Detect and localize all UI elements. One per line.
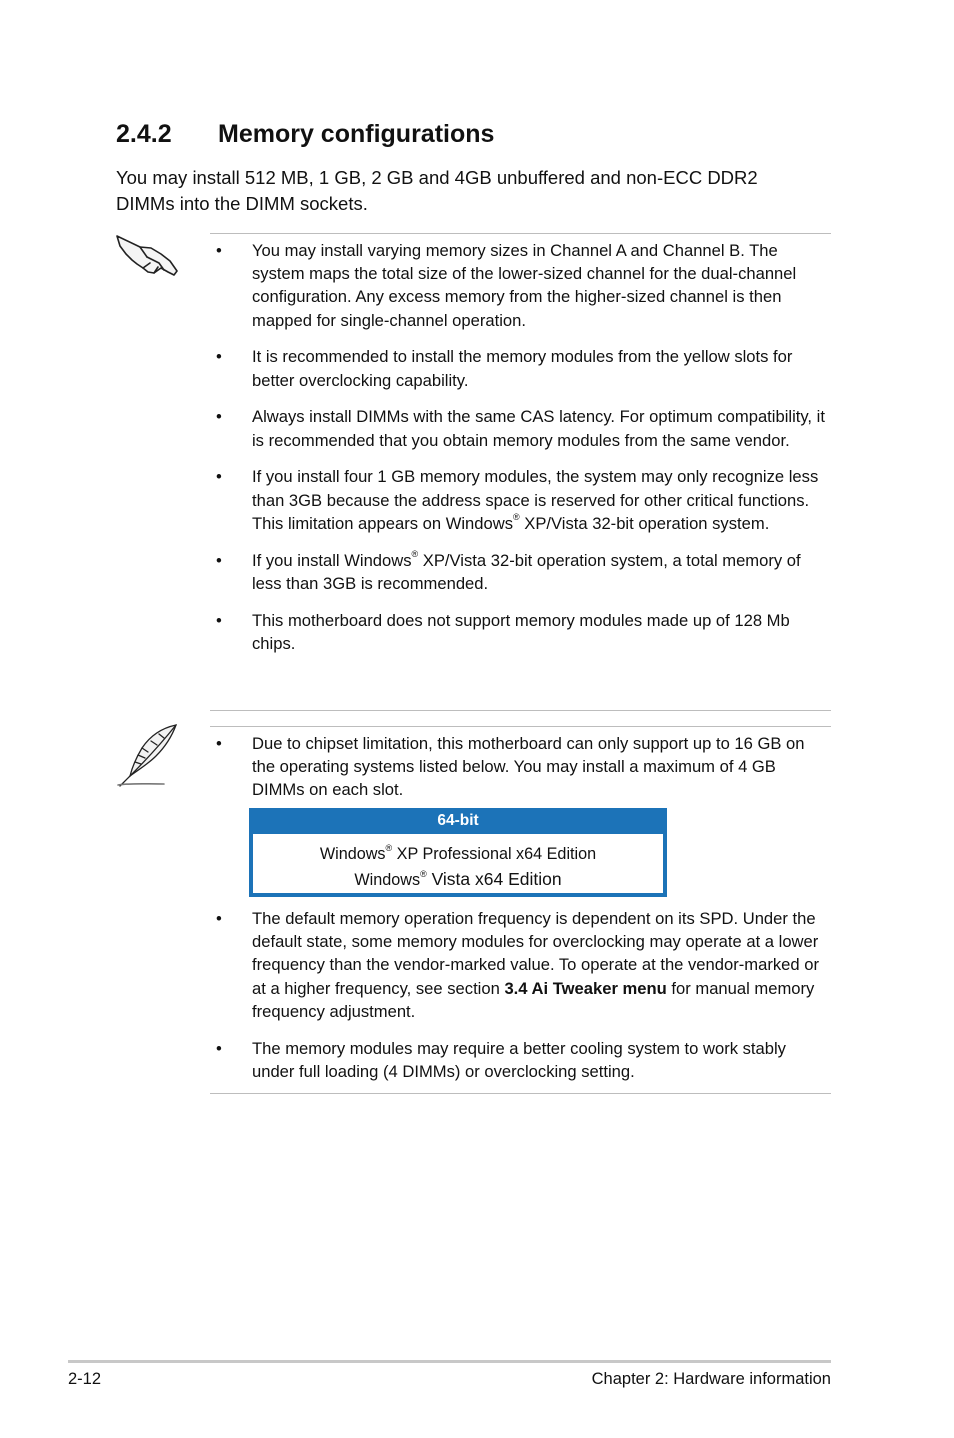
bullet: • <box>216 407 222 427</box>
chapter-title: Chapter 2: Hardware information <box>591 1370 831 1388</box>
bullet: • <box>216 610 222 630</box>
bullet: • <box>216 734 222 753</box>
list-item <box>216 609 830 655</box>
feather-quill-icon <box>114 722 180 788</box>
list-item <box>216 239 830 332</box>
table-header: 64-bit <box>437 812 479 829</box>
note-text: The default memory operation frequency is dependent on its SPD. Under the default state, some memory modules for overclocking may operate at a lower frequency than the vendor-marked value. To operate at the vendor-marked or at a higher frequency, see section 3.4 Ai Tweaker menu for manual memory frequency adjustment. <box>252 909 819 1021</box>
bullet: • <box>216 1038 222 1058</box>
notes-list-top <box>216 732 830 802</box>
bullet: • <box>216 550 222 570</box>
note-text: Due to chipset limitation, this motherboard can only support up to 16 GB on the operating systems listed below. You may install a maximum of 4 GB DIMMs on each slot. <box>252 734 805 800</box>
hand-pointing-icon <box>114 230 180 280</box>
note-text: If you install four 1 GB memory modules, the system may only recognize less than 3GB because the address space is reserved for other critical functions. This limitation appears on Windows® XP/Vista 32-bit operation system. <box>252 467 819 533</box>
list-item <box>216 732 830 802</box>
bullet: • <box>216 467 222 487</box>
note-text: The memory modules may require a better cooling system to work stably under full loading (4 DIMMs) or overclocking setting. <box>252 1038 786 1081</box>
note-text: It is recommended to install the memory modules from the yellow slots for better overclocking capability. <box>252 347 793 390</box>
note-text: This motherboard does not support memory modules made up of 128 Mb chips. <box>252 610 790 653</box>
divider <box>210 233 831 234</box>
notes-list-bottom <box>216 907 830 1083</box>
footer-rule <box>68 1360 831 1363</box>
list-item <box>216 907 830 1023</box>
bullet: • <box>216 909 222 928</box>
important-notes-list <box>216 239 830 655</box>
list-item <box>216 465 830 535</box>
list-item <box>216 549 830 595</box>
table-row: Windows® XP Professional x64 Edition <box>319 842 597 863</box>
table-row: Windows® Vista x64 Edition <box>354 868 562 889</box>
page-number: 2-12 <box>68 1370 102 1388</box>
os-support-table <box>249 808 667 897</box>
bullet: • <box>216 241 222 260</box>
section-number: 2.4.2 <box>116 120 172 148</box>
note-text: Always install DIMMs with the same CAS latency. For optimum compatibility, it is recommended that you obtain memory modules from the same vendor. <box>252 407 825 450</box>
intro-paragraph: You may install 512 MB, 1 GB, 2 GB and 4GB unbuffered and non-ECC DDR2 DIMMs into the DIMM sockets. <box>116 167 758 214</box>
section-title: Memory configurations <box>218 120 495 148</box>
list-item <box>216 345 830 391</box>
divider <box>210 726 831 727</box>
divider <box>210 1093 831 1094</box>
list-item <box>216 1037 830 1083</box>
note-text: If you install Windows® XP/Vista 32-bit operation system, a total memory of less than 3GB is recommended. <box>252 549 801 593</box>
table-body <box>253 834 663 893</box>
bullet: • <box>216 347 222 367</box>
list-item <box>216 405 830 451</box>
divider <box>210 710 831 711</box>
note-text: You may install varying memory sizes in Channel A and Channel B. The system maps the total size of the lower-sized channel for the dual-channel configuration. Any excess memory from the higher-sized channel is then mapped for single-channel operation. <box>252 241 797 330</box>
